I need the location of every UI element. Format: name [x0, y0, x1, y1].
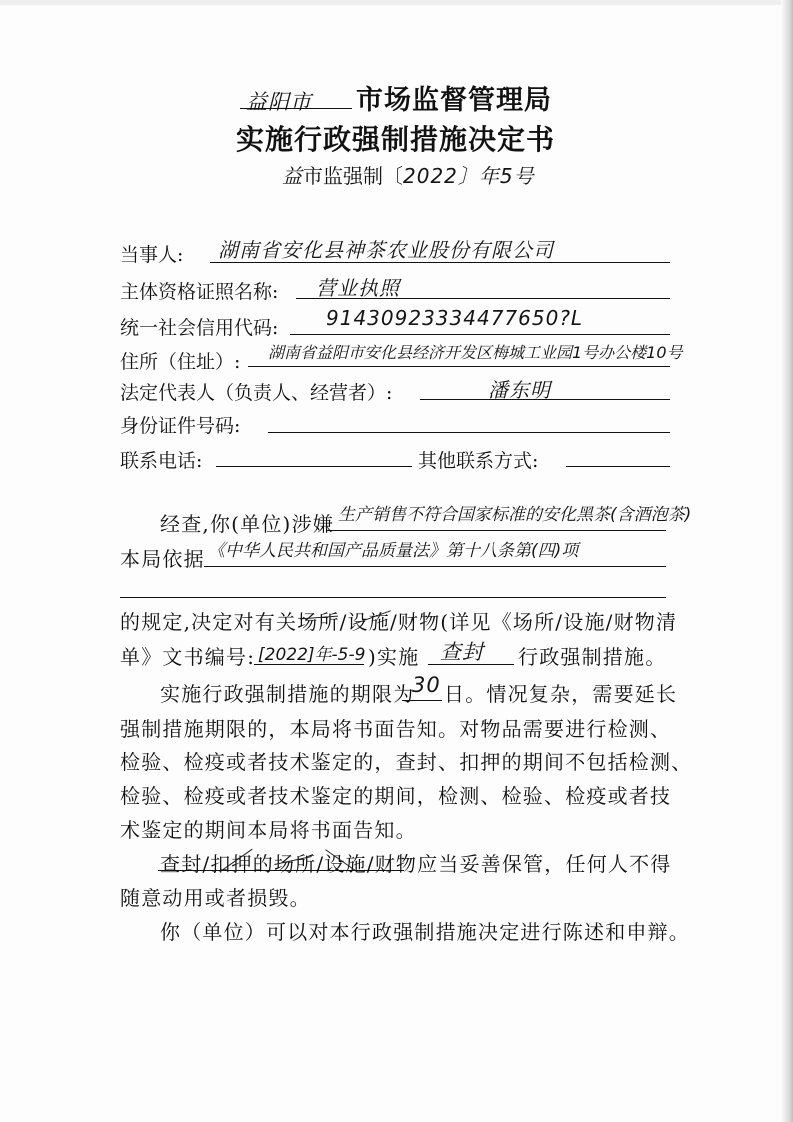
legal-rep-label: 法定代表人（负责人、经营者）:	[120, 382, 393, 404]
credit-label: 统一社会信用代码:	[120, 317, 279, 339]
period-underline	[402, 700, 442, 701]
phone-underline	[216, 466, 412, 467]
custody-premises: 场所	[273, 852, 317, 876]
custody-sep-2: /	[316, 852, 325, 876]
scan-right-edge	[781, 0, 793, 1122]
seize-option: 扣押	[210, 852, 253, 876]
measure-handwritten: 查封	[440, 640, 484, 664]
finding-underline	[326, 530, 666, 531]
custody-text: 应当妥善保管，任何人不得	[417, 852, 672, 876]
period-text-b: 日。情况复杂，需要延长	[444, 682, 678, 706]
legal-rep-underline	[420, 399, 670, 400]
option-facilities: 设施	[347, 610, 390, 634]
other-contact-label: 其他联系方式:	[418, 450, 539, 472]
phone-label: 联系电话:	[120, 450, 203, 472]
doc-no-prefix-hw: 益	[282, 164, 303, 188]
decision-line-2	[120, 641, 255, 670]
header-city-handwritten: 益阳市	[246, 90, 312, 114]
seal-option: 查封	[160, 852, 203, 876]
cert-underline	[296, 298, 670, 299]
body-line-7: 检验、检疫或者技术鉴定的，查封、扣押的期间不包括检测、	[120, 750, 693, 774]
option-premises: 场所	[297, 610, 340, 634]
option-sep-2: /	[389, 610, 398, 634]
body-line-8: 检验、检疫或者技术鉴定的期间，检测、检验、检疫或者技	[120, 784, 672, 808]
party-value: 湖南省安化县神茶农业股份有限公司	[218, 238, 554, 262]
address-value: 湖南省益阳市安化县经济开发区梅城工业园1号办公楼10号	[268, 343, 683, 362]
period-text-a: 实施行政强制措施的期限为	[160, 682, 415, 706]
period-line	[160, 678, 414, 707]
doc-no-handwritten: 2022〕年5号	[403, 164, 535, 188]
id-number-underline	[268, 432, 670, 433]
custody-facilities: 设施	[324, 852, 367, 876]
doc-ref-underline	[254, 664, 364, 665]
option-property: 财物	[397, 610, 441, 634]
party-label: 当事人:	[120, 244, 184, 266]
party-underline	[210, 262, 670, 263]
cert-value: 营业执照	[316, 276, 400, 300]
doc-no-printed: 市监强制〔	[303, 164, 403, 188]
body-line-11: 随意动用或者损毁。	[120, 886, 311, 910]
credit-underline	[290, 334, 670, 335]
option-sep-1: /	[339, 610, 348, 634]
decision-line-1	[120, 606, 677, 635]
finding-handwritten: 生产销售不符合国家标准的安化黑茶(含酒泡茶)	[338, 505, 692, 525]
address-underline	[248, 366, 670, 367]
other-contact-underline	[566, 466, 670, 467]
doc-ref-label: 单》文书编号:	[120, 645, 256, 669]
credit-value: 91430923334477650?L	[326, 306, 584, 330]
basis-handwritten: 《中华人民共和国产品质量法》第十八条第(四)项	[208, 541, 579, 561]
finding-printed: 经查,你(单位)涉嫌	[160, 512, 334, 536]
custody-sep-3: /	[366, 852, 375, 876]
document-number	[282, 160, 535, 189]
measure-underline	[428, 664, 514, 665]
custody-property: 财物	[374, 852, 418, 876]
id-number-label: 身份证件号码:	[120, 415, 241, 437]
address-label: 住所（住址）:	[120, 351, 241, 373]
legal-rep-value: 潘东明	[488, 378, 551, 402]
measure-suffix: 行政强制措施。	[518, 645, 667, 669]
doc-ref-handwritten: [2022]年-5-9	[258, 645, 366, 665]
basis-underline-2	[120, 597, 666, 598]
custody-underline	[158, 870, 404, 871]
period-days-handwritten: 30	[412, 673, 441, 697]
cert-label: 主体资格证照名称:	[120, 281, 279, 303]
basis-printed: 本局依据	[120, 547, 205, 571]
custody-sep-1: /	[202, 852, 211, 876]
decision-text-a: 的规定,决定对有关	[120, 610, 298, 634]
body-line-6: 强制措施期限的，本局将书面告知。对物品需要进行检测、	[120, 717, 672, 741]
scan-top-edge	[0, 0, 793, 5]
custody-de: 的	[252, 852, 274, 876]
header-city-underline	[240, 108, 352, 109]
custody-line	[160, 848, 672, 877]
decision-text-b: (详见《场所/设施/财物清	[440, 610, 678, 634]
basis-underline	[204, 566, 666, 567]
implement-label: )实施	[368, 645, 420, 669]
page-title-agency: 市场监督管理局	[356, 85, 552, 116]
body-line-9: 术鉴定的期间本局将书面告知。	[120, 818, 417, 842]
page-title-document: 实施行政强制措施决定书	[236, 123, 556, 156]
finding-paragraph	[160, 508, 334, 537]
body-line-12: 你（单位）可以对本行政强制措施决定进行陈述和申辩。	[160, 920, 690, 944]
